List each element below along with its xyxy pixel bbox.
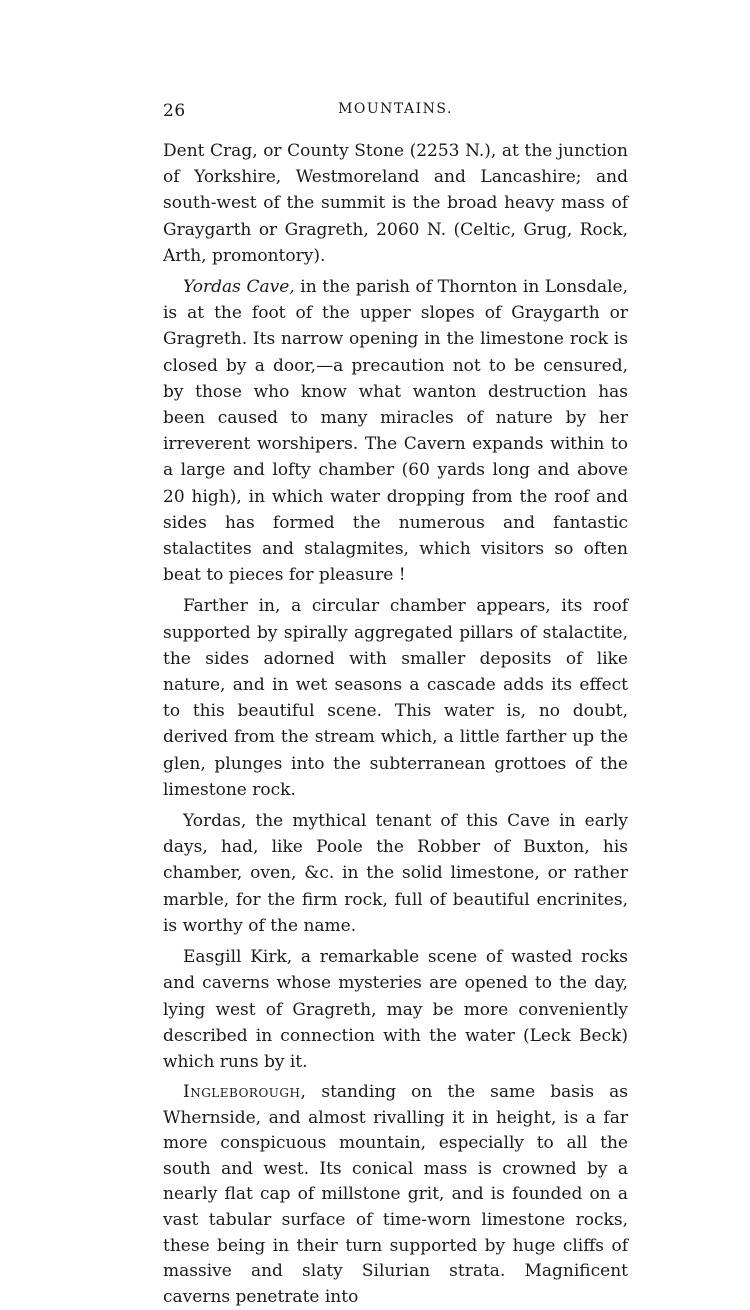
running-head	[163, 101, 628, 129]
paragraph-ingleborough	[163, 1080, 628, 1310]
paragraph-circular-chamber: Farther in, a circular chamber appears, its roof supported by spirally aggregated pillars of stalactite, the sides adorned with smaller deposits of like nature, and in wet seasons a cascade adds its effect to this beautiful scene. This water is, no doubt, derived from the stream which, a little farther up the glen, plunges into the subterranean grottoes of the limestone rock.	[163, 596, 628, 800]
page-number: 26	[163, 101, 186, 121]
yordas-cave-text: in the parish of Thornton in Lonsdale, is at the foot of the upper slopes of Graygarth or Gragreth. Its narrow opening in the limestone rock is closed by a door,—a precaution not to be censured, by those who know what wanton destruction has been caused to many miracles of nature by her irreverent worshipers. The Cavern expands within to a large and lofty chamber (60 yards long and above 20 high), in which water dropping from the roof and sides has formed the numerous and fantastic stalactites and stalagmites, which visitors so often beat to pieces for pleasure !	[163, 277, 629, 586]
yordas-cave-heading: Yordas Cave,	[183, 277, 295, 298]
paragraph-easgill-kirk: Easgill Kirk, a remarkable scene of wasted rocks and caverns whose mysteries are opened to the day, lying west of Gragreth, may be more conveniently described in connection with the water (Leck Beck) which runs by it.	[163, 947, 628, 1072]
ingleborough-text: standing on the same basis as Whernside, and almost rivalling it in height, is a far more conspicuous mountain, especially to all the south and west. Its conical mass is crowned by a nearly flat cap of millstone grit, and is founded on a vast tabular surface of time-worn limestone rocks, these being in their turn supported by huge cliffs of massive and slaty Silurian strata. Magnificent caverns penetrate into	[163, 1082, 628, 1307]
paragraph-yordas-cave	[163, 274, 628, 588]
paragraph-dent-crag: Dent Crag, or County Stone (2253 N.), at the junction of Yorkshire, Westmoreland and Lancashire; and south-west of the summit is the broad heavy mass of Graygarth or Gragreth, 2060 N. (Celtic, Grug, Rock, Arth, promontory).	[163, 141, 628, 266]
ingleborough-heading: Ingleborough,	[183, 1082, 307, 1103]
body-text	[163, 138, 628, 1310]
paragraph-yordas-tenant: Yordas, the mythical tenant of this Cave in early days, had, like Poole the Robber of Buxton, his chamber, oven, &c. in the solid limestone, or rather marble, for the firm rock, full of beautiful encrinites, is worthy of the name.	[163, 811, 628, 936]
running-title: MOUNTAINS.	[338, 101, 453, 117]
